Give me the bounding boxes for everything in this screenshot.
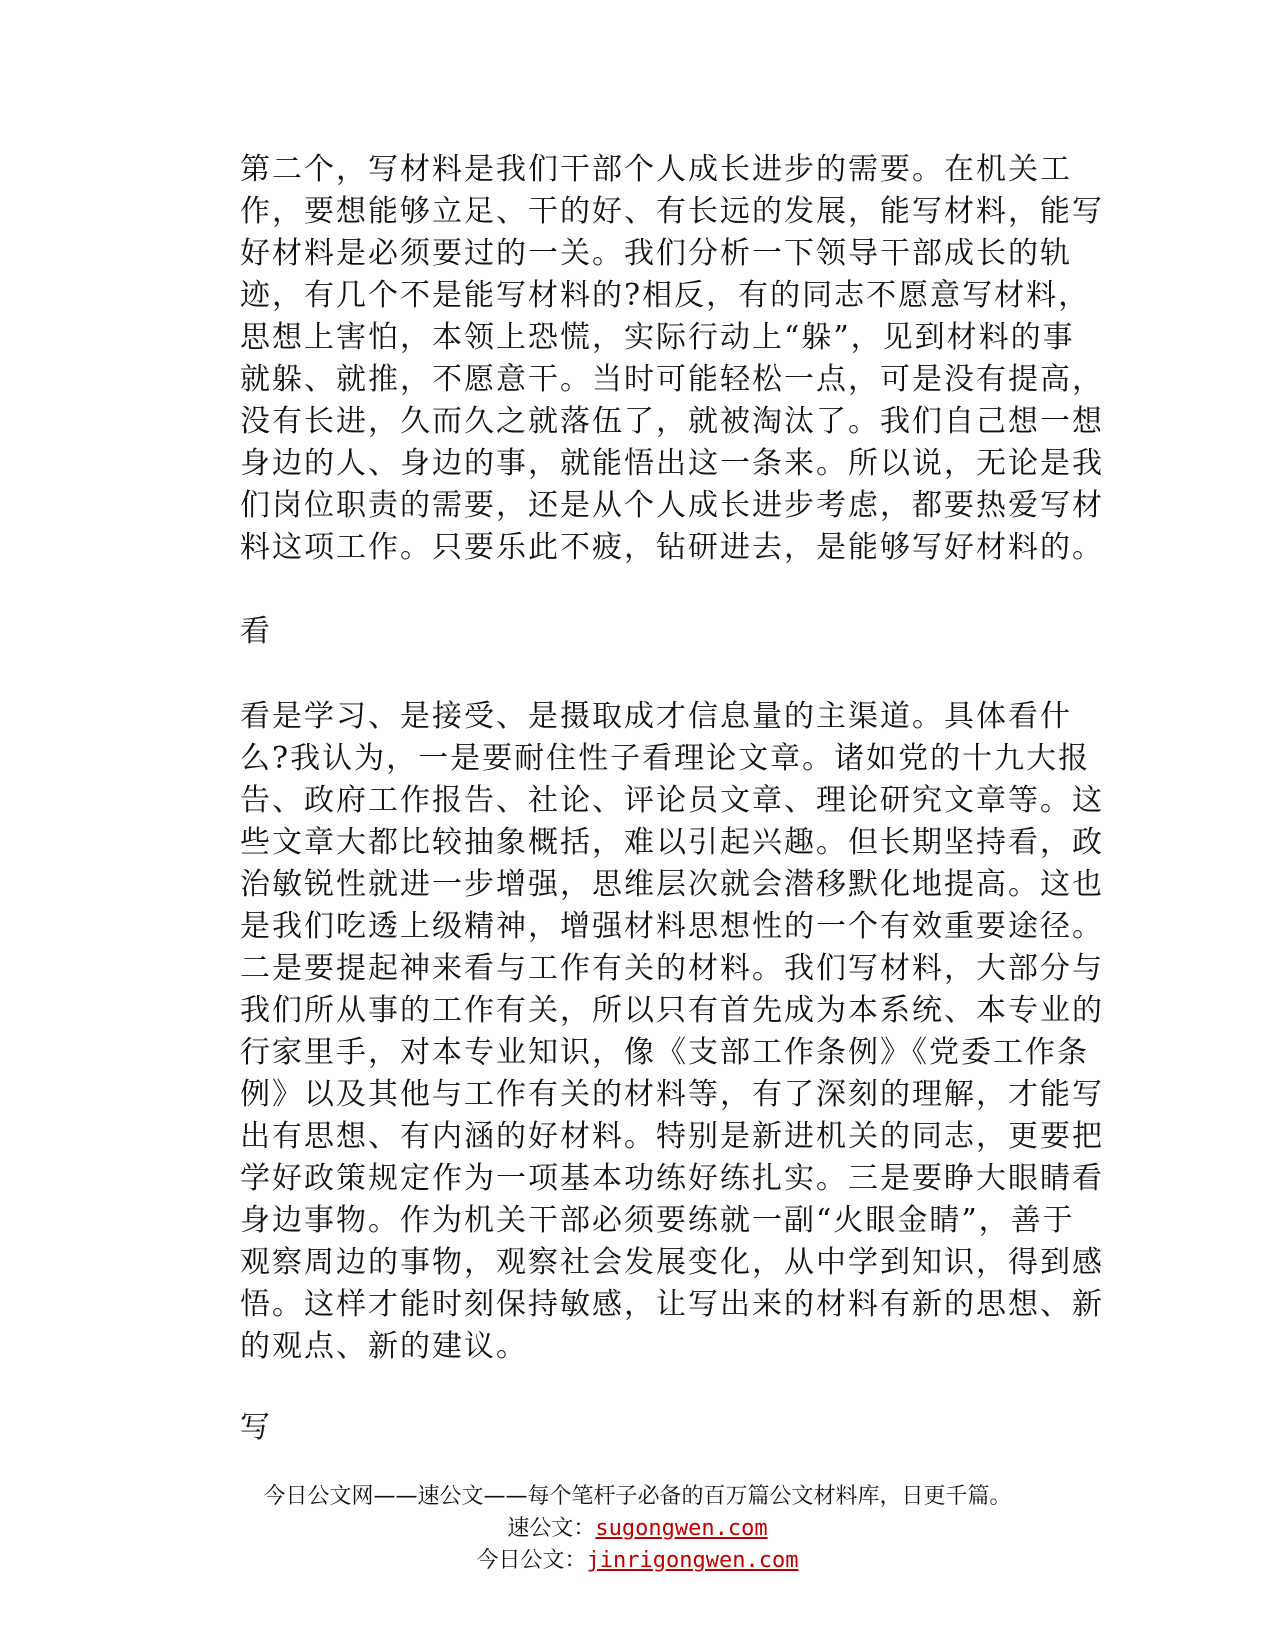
paragraph-line: 没有长进，久而久之就落伍了，就被淘汰了。我们自己想一想 [240,404,1104,439]
paragraph-line: 身边事物。作为机关干部必须要练就一副“火眼金睛”，善于 [240,1203,1075,1238]
paragraph-line: 料这项工作。只要乐此不疲，钻研进去，是能够写好材料的。 [240,530,1104,565]
paragraph-line: 出有思想、有内涵的好材料。特别是新进机关的同志，更要把 [240,1119,1104,1154]
paragraph-line: 迹，有几个不是能写材料的?相反，有的同志不愿意写材料， [240,278,1091,313]
paragraph-line: 的观点、新的建议。 [240,1329,528,1364]
paragraph-line: 看是学习、是接受、是摄取成才信息量的主渠道。具体看什 [240,699,1072,734]
paragraph-line: 治敏锐性就进一步增强，思维层次就会潜移默化地提高。这也 [240,867,1104,902]
footer-site-label: 速公文： [507,1516,596,1541]
section-heading-write: 写 [240,1410,272,1445]
paragraph-line: 学好政策规定作为一项基本功练好练扎实。三是要睁大眼睛看 [240,1161,1104,1196]
section-heading-look: 看 [240,614,272,649]
paragraph-line: 悟。这样才能时刻保持敏感，让写出来的材料有新的思想、新 [240,1287,1104,1322]
paragraph-line: 好材料是必须要过的一关。我们分析一下领导干部成长的轨 [240,236,1072,271]
paragraph-line: 是我们吃透上级精神，增强材料思想性的一个有效重要途径。 [240,909,1104,944]
paragraph-line: 告、政府工作报告、社论、评论员文章、理论研究文章等。这 [240,783,1104,818]
paragraph-line: 我们所从事的工作有关，所以只有首先成为本系统、本专业的 [240,993,1104,1028]
paragraph-line: 二是要提起神来看与工作有关的材料。我们写材料，大部分与 [240,951,1104,986]
paragraph-line: 行家里手，对本专业知识，像《支部工作条例》《党委工作条 [240,1035,1089,1070]
footer-tagline: 今日公文网——速公文——每个笔杆子必备的百万篇公文材料库，日更千篇。 [263,1484,1012,1509]
paragraph-line: 思想上害怕，本领上恐慌，实际行动上“躲”，见到材料的事 [240,320,1075,355]
footer-site-sugongwen [0,1514,1275,1544]
paragraph-line: 作，要想能够立足、干的好、有长远的发展，能写材料，能写 [240,194,1104,229]
paragraph-line: 么?我认为，一是要耐住性子看理论文章。诸如党的十九大报 [240,741,1091,776]
paragraph-line: 观察周边的事物，观察社会发展变化，从中学到知识，得到感 [240,1245,1104,1280]
paragraph-line: 些文章大都比较抽象概括，难以引起兴趣。但长期坚持看，政 [240,825,1104,860]
paragraph-line: 就躲、就推，不愿意干。当时可能轻松一点，可是没有提高， [240,362,1104,397]
sugongwen-link[interactable]: sugongwen.com [595,1516,768,1541]
paragraph-line: 们岗位职责的需要，还是从个人成长进步考虑，都要热爱写材 [240,488,1104,523]
footer-site-jinrigongwen [0,1546,1275,1576]
paragraph-line: 第二个，写材料是我们干部个人成长进步的需要。在机关工 [240,152,1072,187]
paragraph-line: 身边的人、身边的事，就能悟出这一条来。所以说，无论是我 [240,446,1104,481]
jinrigongwen-link[interactable]: jinrigongwen.com [586,1548,799,1573]
footer-site-label: 今日公文： [476,1548,587,1573]
paragraph-line: 例》以及其他与工作有关的材料等，有了深刻的理解，才能写 [240,1077,1104,1112]
